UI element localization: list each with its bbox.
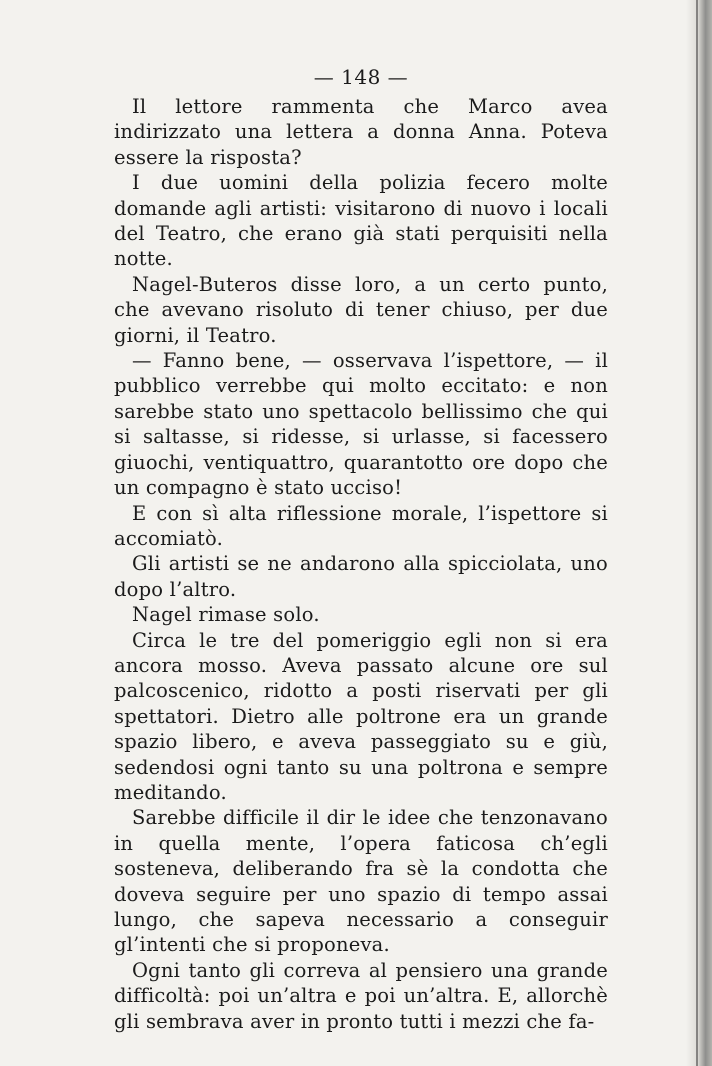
paragraph: E con sì alta riflessione morale, l’ispettore si accomiatò.	[114, 501, 608, 550]
page-edge-shadow	[686, 0, 712, 1066]
paragraph: Nagel rimase solo.	[132, 603, 320, 627]
page-number: — 148 —	[313, 65, 409, 89]
body-text	[114, 94, 608, 1034]
paragraph: Circa le tre del pomeriggio egli non si era ancora mosso. Aveva passato alcune ore sul palcoscenico, ridotto a posti riservati per gli spettatori. Dietro alle poltrone era un grande spazio libero, e aveva passeggiato su e giù, sedendosi ogni tanto su una poltrona e sempre meditando.	[114, 628, 608, 804]
paragraph: Il lettore rammenta che Marco avea indirizzato una lettera a donna Anna. Poteva essere la risposta?	[114, 95, 608, 169]
page-content	[114, 60, 608, 1034]
paragraph: I due uomini della polizia fecero molte domande agli artisti: visitarono di nuovo i locali del Teatro, che erano già stati perquisiti nella notte.	[114, 171, 608, 271]
paragraph: Nagel-Buteros disse loro, a un certo punto, che avevano risoluto di tener chiuso, per due giorni, il Teatro.	[114, 272, 608, 347]
paragraph: Sarebbe difficile il dir le idee che tenzonavano in quella mente, l’opera faticosa ch’egli sosteneva, deliberando fra sè la condotta che doveva seguire per uno spazio di tempo assai lungo, che sapeva necessario a conseguir gl’intenti che si proponeva.	[114, 806, 608, 957]
paragraph: — Fanno bene, — osservava l’ispettore, — il pubblico verrebbe qui molto eccitato: e non sarebbe stato uno spettacolo bellissimo che qui si saltasse, si ridesse, si urlasse, si facessero giuochi, ventiquattro, quarantotto ore dopo che un compagno è stato ucciso!	[114, 349, 608, 500]
paragraph: Ogni tanto gli correva al pensiero una grande difficoltà: poi un’altra e poi un’altra. E, allorchè gli sembrava aver in pronto tutti i mezzi che fa-	[114, 958, 608, 1033]
paragraph: Gli artisti se ne andarono alla spicciolata, uno dopo l’altro.	[114, 552, 608, 601]
page-fold-line	[696, 0, 698, 1066]
